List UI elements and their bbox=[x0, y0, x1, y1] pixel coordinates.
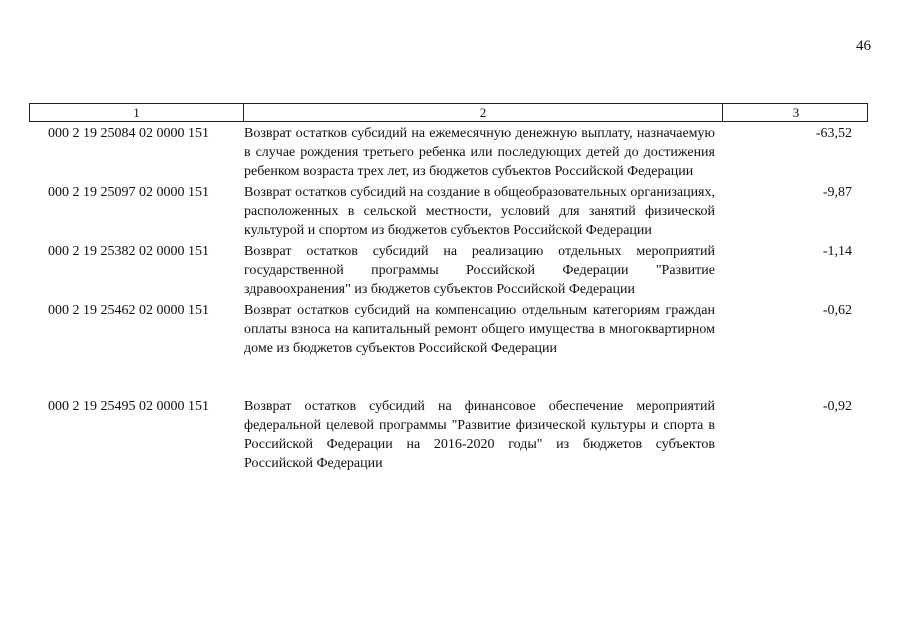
column-header-2: 2 bbox=[243, 104, 722, 121]
row-amount: -9,87 bbox=[822, 185, 852, 200]
row-description: Возврат остатков субсидий на создание в общеобразовательных организациях, расположенных в сельской местности, условий для занятий физической культурой и спортом из бюджетов субъектов Российской Федерации bbox=[244, 185, 715, 238]
budget-table bbox=[29, 103, 868, 473]
row-description: Возврат остатков субсидий на финансовое обеспечение мероприятий федеральной целевой программы "Развитие физической культуры и спорта в Российской Федерации на 2016-2020 годы" из бюджетов субъектов Российской Федерации bbox=[244, 399, 715, 471]
budget-code: 000 2 19 25097 02 0000 151 bbox=[48, 185, 209, 200]
budget-code: 000 2 19 25382 02 0000 151 bbox=[48, 244, 209, 259]
table-header-row bbox=[29, 103, 868, 122]
budget-code: 000 2 19 25462 02 0000 151 bbox=[48, 303, 209, 318]
budget-code: 000 2 19 25084 02 0000 151 bbox=[48, 126, 209, 141]
row-amount: -1,14 bbox=[822, 244, 852, 259]
page-number: 46 bbox=[856, 38, 871, 54]
table-row bbox=[29, 301, 868, 358]
row-amount: -0,92 bbox=[822, 399, 852, 414]
budget-code: 000 2 19 25495 02 0000 151 bbox=[48, 399, 209, 414]
row-amount: -63,52 bbox=[815, 126, 852, 141]
table-row bbox=[29, 183, 868, 240]
table-row bbox=[29, 124, 868, 181]
row-description: Возврат остатков субсидий на ежемесячную денежную выплату, назначаемую в случае рождения третьего ребенка или последующих детей до достижения ребенком возраста трех лет, из бюджетов субъектов Российской Федерации bbox=[244, 126, 715, 179]
row-description: Возврат остатков субсидий на реализацию отдельных мероприятий государственной программы Российской Федерации "Развитие здравоохранения" из бюджетов субъектов Российской Федерации bbox=[244, 244, 715, 297]
row-amount: -0,62 bbox=[822, 303, 852, 318]
table-row bbox=[29, 242, 868, 299]
row-description: Возврат остатков субсидий на компенсацию отдельным категориям граждан оплаты взноса на капитальный ремонт общего имущества в многоквартирном доме из бюджетов субъектов Российской Федерации bbox=[244, 303, 715, 356]
table-row bbox=[29, 397, 868, 473]
column-header-1: 1 bbox=[133, 105, 140, 120]
column-header-3: 3 bbox=[722, 104, 869, 121]
